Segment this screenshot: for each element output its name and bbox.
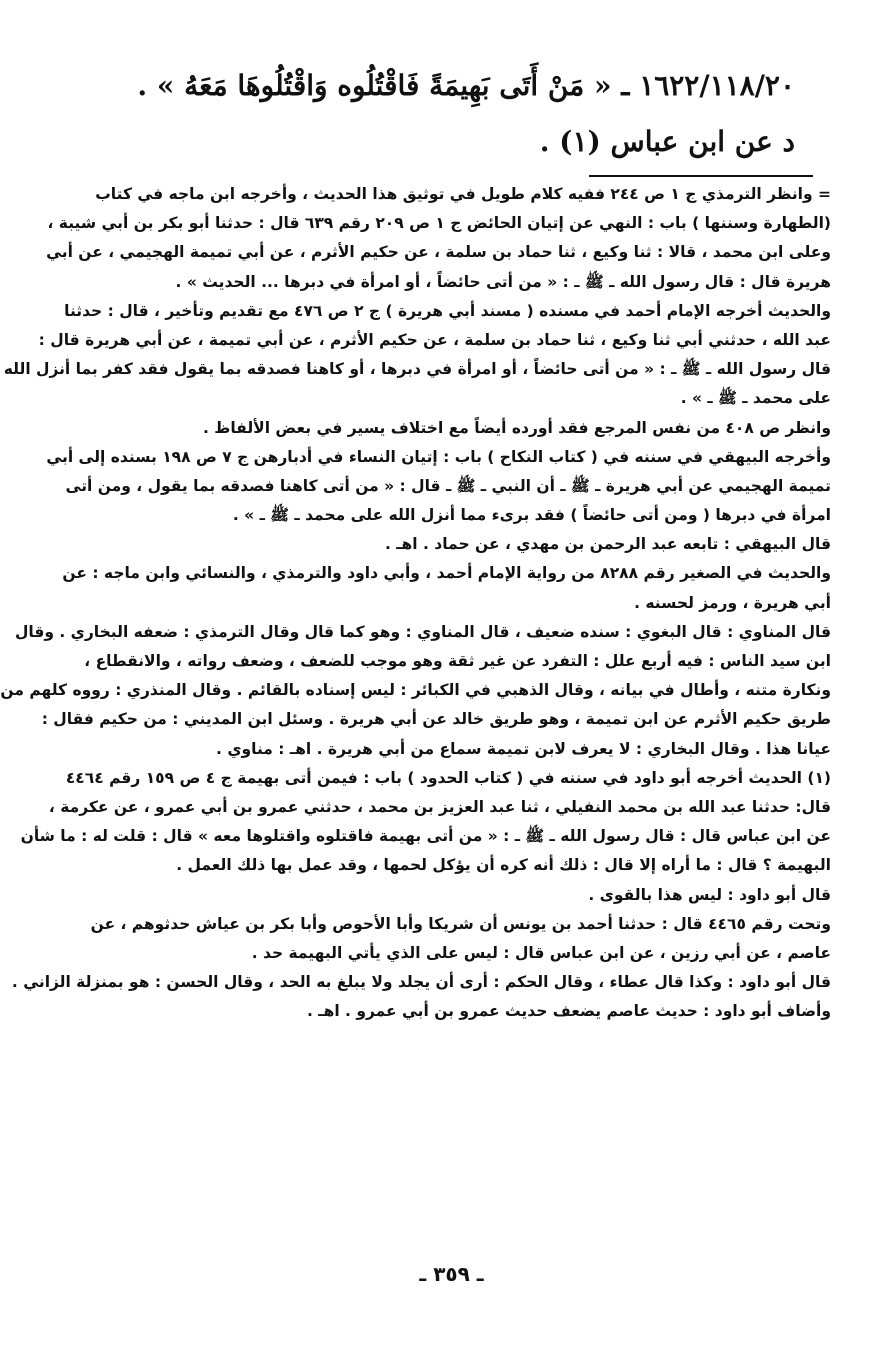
footnote-line: عيانا هذا . وقال البخاري : لا يعرف لابن تميمة سماع من أبي هريرة . اهـ : مناوي . bbox=[216, 739, 831, 758]
hadith-text: ١٦٢٢/١١٨/٢٠ ـ « مَنْ أَتَى بَهِيمَةً فَاقْتُلُوه وَاقْتُلُوهَا مَعَهُ » . bbox=[137, 69, 795, 102]
footnote-line: وتحت رقم ٤٤٦٥ قال : حدثنا أحمد بن يونس أن شريكا وأبا الأحوص وأبا بكر بن عياش حدثوهم ، عن bbox=[90, 914, 831, 933]
footnote-line: قال: حدثنا عبد الله بن محمد النفيلي ، ثنا عبد العزيز بن محمد ، حدثني عمرو بن أبي عمرو ، عن عكرمة ، bbox=[48, 797, 831, 816]
footnote-line: تميمة الهجيمي عن أبي هريرة ـ ﷺ ـ أن النبي ـ ﷺ ـ قال : « من أتى كاهنا فصدقه بما يقول ، ومن أتى bbox=[65, 476, 831, 495]
footnote-line: وأخرجه البيهقي في سننه في ( كتاب النكاح ) باب : إتيان النساء في أدبارهن ج ٧ ص ١٩٨ بسنده إلى أبي bbox=[46, 447, 831, 466]
page-number: ـ ٣٥٩ ـ bbox=[419, 1262, 484, 1286]
footnote-line: وأضاف أبو داود : حديث عاصم يضعف حديث عمرو بن أبي عمرو . اهـ . bbox=[307, 1002, 831, 1021]
footnote-line: ابن سيد الناس : فيه أربع علل : التفرد عن غير ثقة وهو موجب للضعف ، وضعف رواته ، والانقطاع ، bbox=[84, 652, 831, 670]
footnote-line: عاصم ، عن أبي رزين ، عن ابن عباس قال : ليس على الذي يأتي البهيمة حد . bbox=[251, 943, 831, 962]
footnote-line: وانظر ص ٤٠٨ من نفس المرجع فقد أورده أيضاً مع اختلاف يسير في بعض الألفاظ . bbox=[202, 418, 831, 437]
footnotes-block bbox=[0, 180, 831, 1026]
footnote-1-start: (١) الحديث أخرجه أبو داود في سننه في ( كتاب الحدود ) باب : فيمن أتى بهيمة ج ٤ ص ١٥٩ رقم ٤٤٦٤ bbox=[65, 768, 831, 787]
footnote-line: قال أبو داود : وكذا قال عطاء ، وقال الحكم : أرى أن يجلد ولا يبلغ به الحد ، وقال الحسن : هو بمنزلة الزاني . bbox=[11, 973, 831, 992]
footnote-line: قال أبو داود : ليس هذا بالقوى . bbox=[588, 885, 831, 904]
footnote-line: = وانظر الترمذي ج ١ ص ٢٤٤ ففيه كلام طويل في توثيق هذا الحديث ، وأخرجه ابن ماجه في كتاب bbox=[95, 185, 831, 203]
footnote-line: والحديث أخرجه الإمام أحمد في مسنده ( مسند أبي هريرة ) ج ٢ ص ٤٧٦ مع تقديم وتأخير ، قال : حدثنا bbox=[64, 301, 831, 320]
footnote-line: قال المناوي : قال البغوي : سنده ضعيف ، قال المناوي : وهو كما قال وقال الترمذي : ضعفه البخاري . وقال bbox=[14, 622, 831, 641]
footnote-separator bbox=[589, 175, 813, 177]
footnote-line: عن ابن عباس قال : قال رسول الله ـ ﷺ ـ : « من أتى بهيمة فاقتلوه واقتلوها معه » قال : قلت له : ما شأن bbox=[20, 827, 831, 846]
footnote-line: وعلى ابن محمد ، قالا : ثنا وكيع ، ثنا حماد بن سلمة ، عن حكيم الأثرم ، عن أبي تميمة الهجيمي ، عن أبي bbox=[46, 243, 831, 262]
hadith-header bbox=[72, 58, 795, 170]
hadith-source: د عن ابن عباس (١) . bbox=[539, 125, 795, 158]
footnote-line: البهيمة ؟ قال : ما أراه إلا قال : ذلك أنه كره أن يؤكل لحمها ، وقد عمل بها ذلك العمل . bbox=[176, 856, 831, 875]
footnote-line: عبد الله ، حدثني أبي ثنا وكيع ، ثنا حماد بن سلمة ، عن حكيم الأثرم ، عن أبي تميمة ، عن أبي هريرة قال : bbox=[38, 330, 831, 349]
footnote-line: هريرة قال : قال رسول الله ـ ﷺ ـ : « من أتى حائضاً ، أو امرأة في دبرها ... الحديث » . bbox=[175, 272, 831, 291]
footnote-line: قال رسول الله ـ ﷺ ـ : « من أتى حائضاً ، أو امرأة في دبرها ، أو كاهنا فصدقه بما يقول فقد كفر بما أنزل الله bbox=[3, 360, 831, 379]
footnote-line: والحديث في الصغير رقم ٨٢٨٨ من رواية الإمام أحمد ، وأبي داود والترمذي ، والنسائي وابن ماجه : عن bbox=[62, 564, 831, 583]
footnote-line: طريق حكيم الأثرم عن ابن تميمة ، وهو طريق خالد عن أبي هريرة . وسئل ابن المديني : من حكيم فقال : bbox=[41, 710, 831, 729]
footnote-line: أبي هريرة ، ورمز لحسنه . bbox=[634, 593, 831, 612]
footnote-line: على محمد ـ ﷺ ـ » . bbox=[680, 389, 831, 408]
footnote-line: (الطهارة وسننها ) باب : النهي عن إتيان الحائض ج ١ ص ٢٠٩ رقم ٦٣٩ قال : حدثنا أبو بكر بن أبي شيبة ، bbox=[47, 214, 831, 233]
footnote-line: قال البيهقي : تابعه عبد الرحمن بن مهدي ، عن حماد . اهـ . bbox=[384, 535, 831, 554]
footnote-line: امرأة في دبرها ( ومن أتى حائضاً ) فقد برىء مما أنزل الله على محمد ـ ﷺ ـ » . bbox=[232, 506, 831, 525]
footnote-line: ونكارة متنه ، وأطال في بيانه ، وقال الذهبي في الكبائر : ليس إسناده بالقائم . وقال المنذري : رووه كلهم من bbox=[0, 681, 831, 700]
